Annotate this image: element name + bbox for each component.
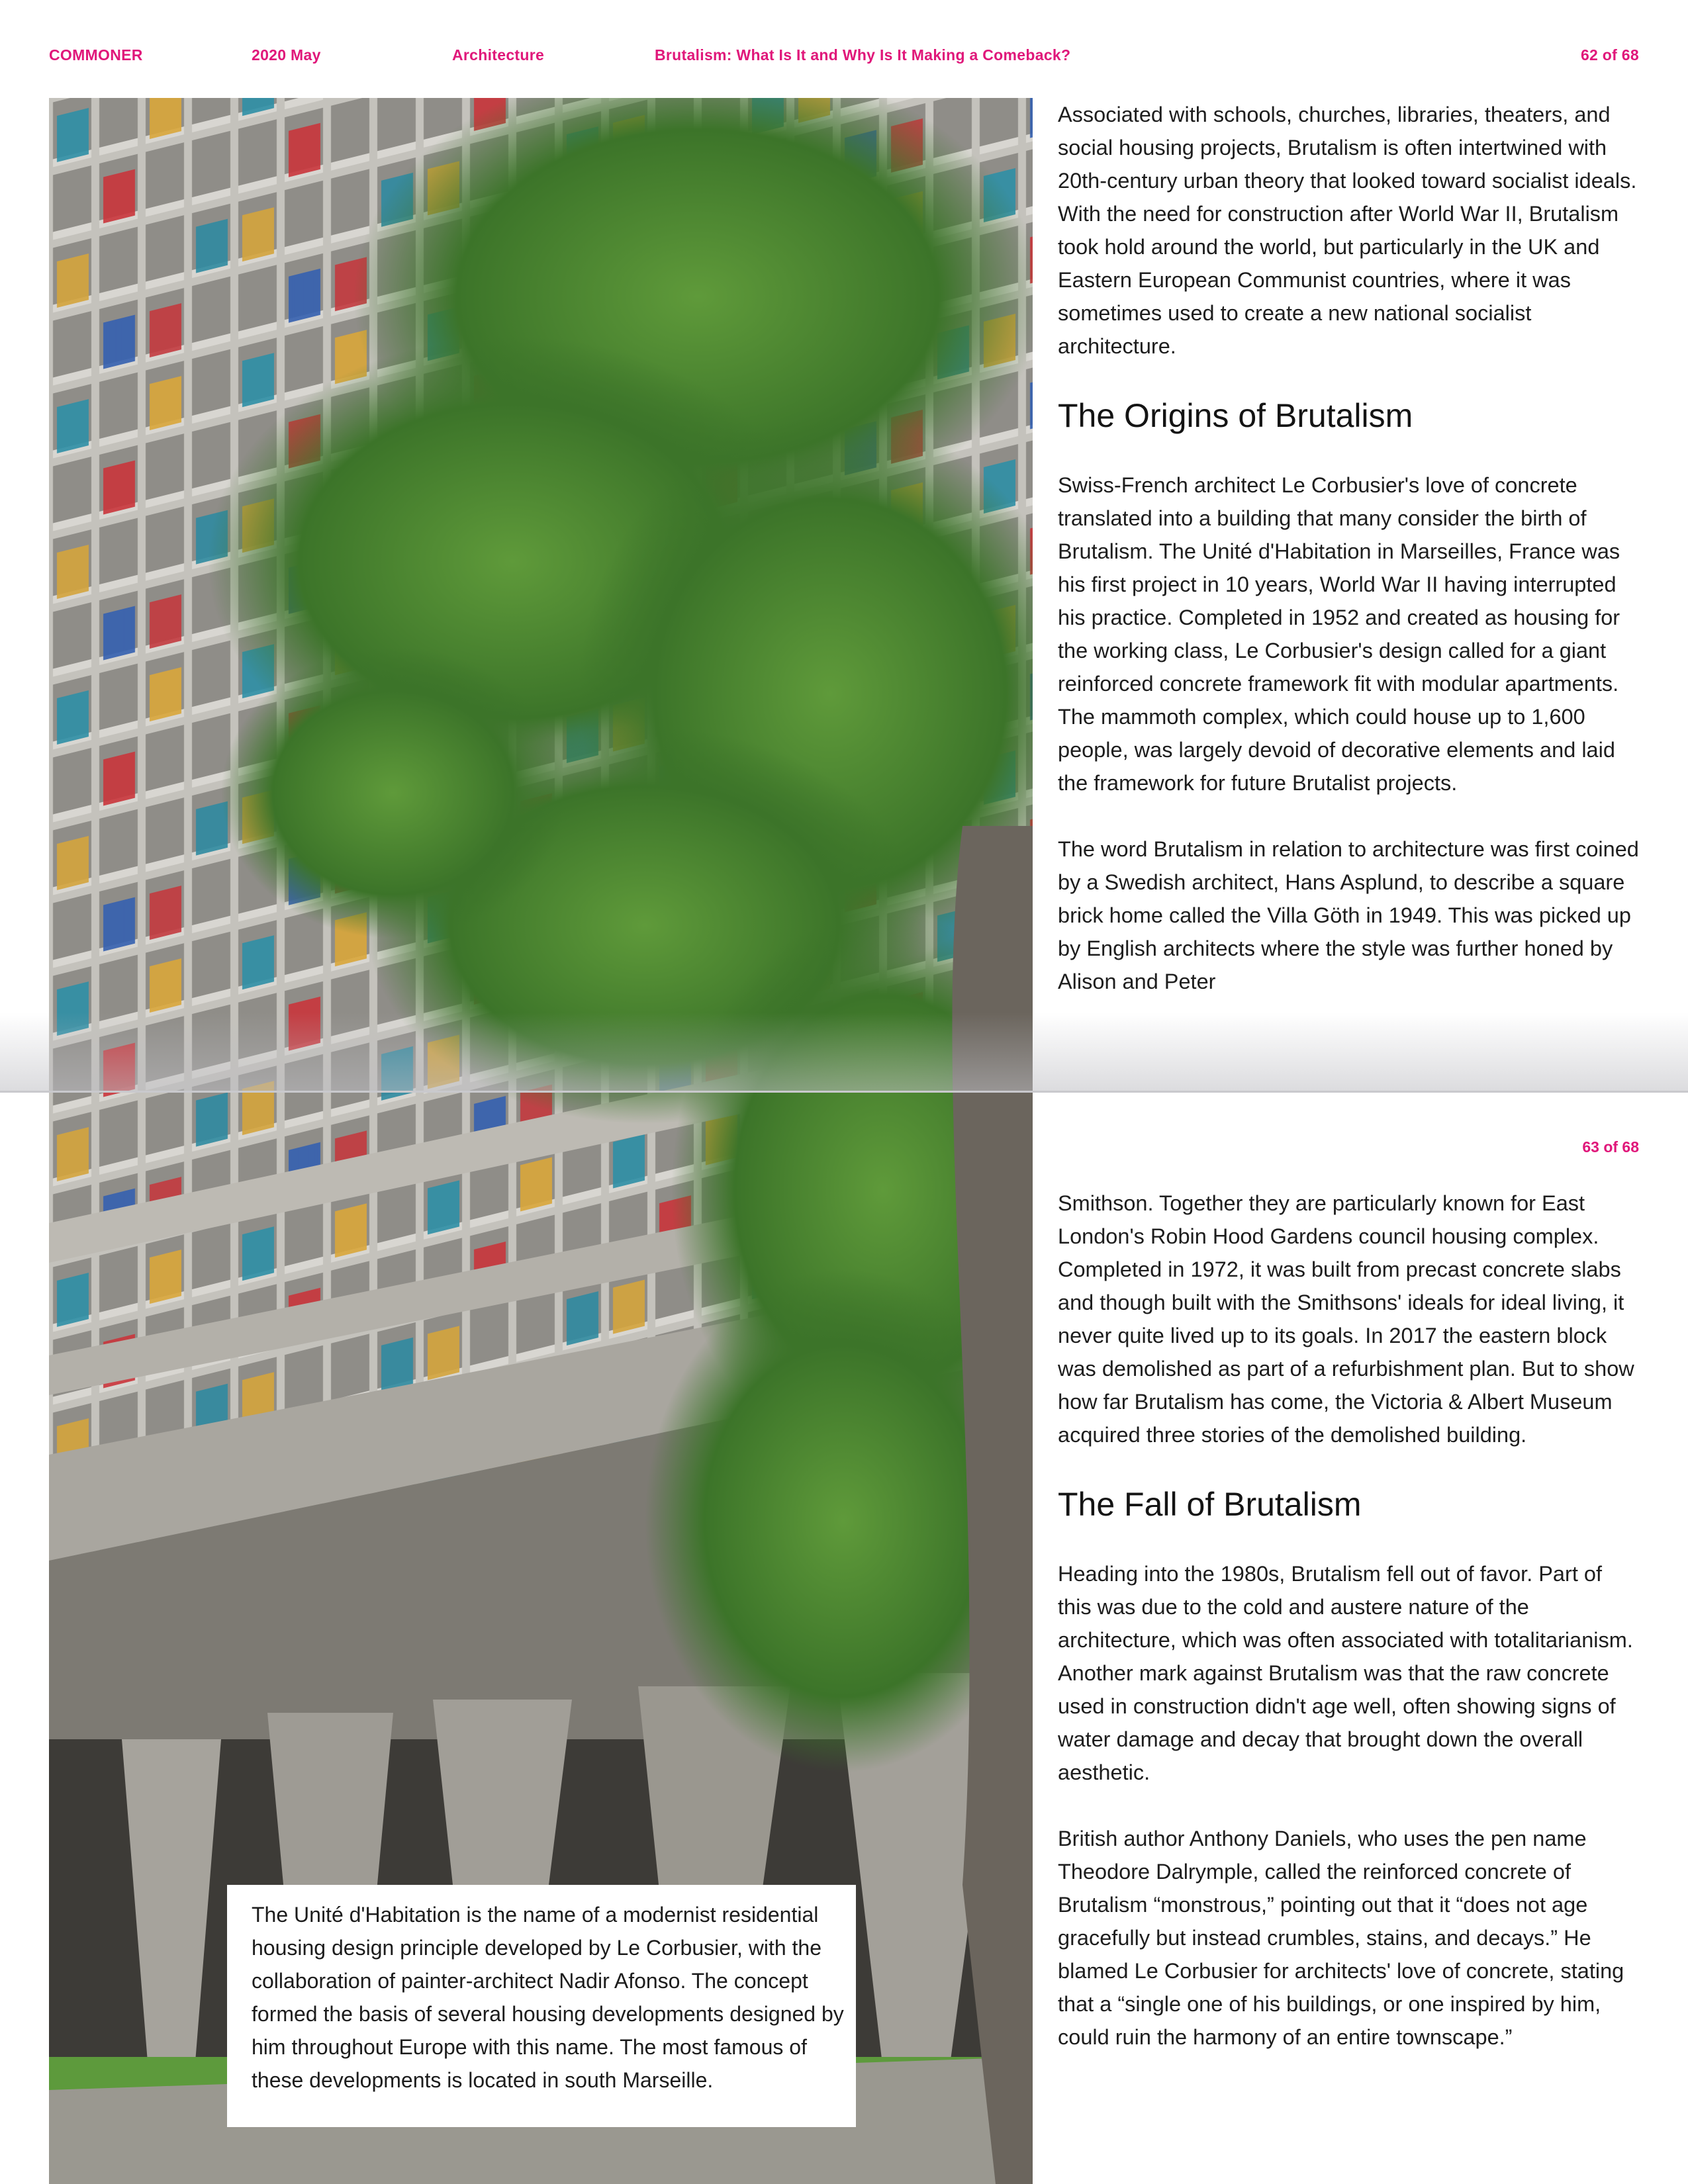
unite-habitation-photo [49,98,1033,2184]
fall-paragraph-1: Heading into the 1980s, Brutalism fell out of favor. Part of this was due to the cold and austere nature of the architecture, which was often associated with totalitarianism. Another mark against Brutalism was that the raw concrete used in construction didn't age well, often showing signs of water damage and decay that brought down the overall aesthetic. [1058,1562,1633,1784]
origins-paragraph-2: The word Brutalism in relation to architecture was first coined by a Swedish architect, Hans Asplund, to describe a square brick home called the Villa Göth in 1949. This was picked up by English architects where the style was further honed by Alison and Peter [1058,837,1639,993]
origins-paragraph-1: Swiss-French architect Le Corbusier's love of concrete translated into a building that many consider the birth of Brutalism. The Unité d'Habitation in Marseilles, France was his first project in 10 years, World War II having interrupted his practice. Completed in 1952 and created as housing for the working class, Le Corbusier's design called for a giant reinforced concrete framework fit with modular apartments. The mammoth complex, which could house up to 1,600 people, was largely devoid of decorative elements and laid the framework for future Brutalist projects. [1058,473,1620,795]
running-header [0,46,1688,66]
section-name: Architecture [452,46,545,64]
origins-heading: The Origins of Brutalism [1058,397,1413,434]
issue-date: 2020 May [252,46,321,64]
intro-paragraph: Associated with schools, churches, libraries, theaters, and social housing projects, Brutalism is often intertwined with 20th-century urban theory that looked toward socialist ideals. With the need for construction after World War II, Brutalism took hold around the world, but particularly in the UK and Eastern European Communist countries, where it was sometimes used to create a new national socialist architecture. [1058,103,1637,358]
article-title: Brutalism: What Is It and Why Is It Making a Comeback? [655,46,1071,64]
page-number-bottom: 63 of 68 [1582,1138,1639,1156]
page-divider [0,1091,1688,1093]
fall-heading: The Fall of Brutalism [1058,1486,1362,1523]
page62-text-column [1058,98,1640,1031]
continued-paragraph: Smithson. Together they are particularly known for East London's Robin Hood Gardens council housing complex. Completed in 1972, it was built from precast concrete slabs and though built with the Smithsons' ideals for ideal living, it never quite lived up to its goals. In 2017 the eastern block was demolished as part of a refurbishment plan. But to show how far Brutalism has come, the Victoria & Albert Museum acquired three stories of the demolished building. [1058,1191,1634,1447]
page63-text-column [1058,1187,1640,2087]
publication-name: COMMONER [49,46,143,64]
fall-paragraph-2: British author Anthony Daniels, who uses the pen name Theodore Dalrymple, called the reinforced concrete of Brutalism “monstrous,” pointing out that it “does not age gracefully but instead crumbles, stains, and decays.” He blamed Le Corbusier for architects' love of concrete, stating that a “single one of his buildings, or one inspired by him, could ruin the harmony of an entire townscape.” [1058,1827,1624,2049]
page-number-top: 62 of 68 [1580,46,1639,64]
photo-caption: The Unité d'Habitation is the name of a modernist residential housing design principle developed by Le Corbusier, with the collaboration of painter-architect Nadir Afonso. The concept formed the basis of several housing developments designed by him throughout Europe with this name. The most famous of these developments is located in south Marseille. [227,1885,856,2127]
building-illustration [49,98,1033,2184]
